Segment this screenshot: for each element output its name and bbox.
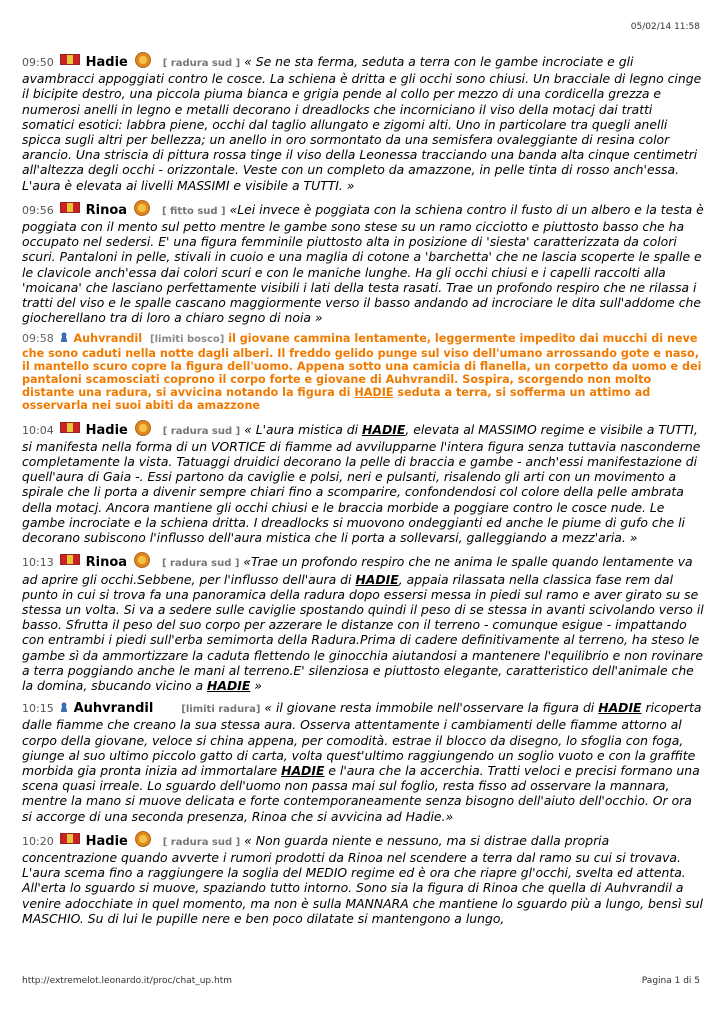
race-flag-icon <box>60 54 80 65</box>
character-mention[interactable]: HADIE <box>598 700 642 716</box>
person-icon <box>60 332 68 342</box>
chat-message-hadie <box>22 831 704 926</box>
message-location: [ fitto sud ] <box>161 205 226 217</box>
message-text: «Lei invece è poggiata con la schiena contro il fusto di un albero e la testa è poggiata con il mento sul petto mentre le gambe sono stese su un ramo cicciotto e piuttosto basso che ha occupato nel sedersi. E' una figura femminile piuttosto alta in posizione di 'siesta' caratterizzata da colori scuri. Pantaloni in pelle, stivali in cuoio e una maglia di cotone a 'barchetta' che ne lascia scoperte le spalle e le clavicole anch'essa dai colori scuri e con le maniche lunghe. Ha gli occhi chiusi e i capelli raccolti alla 'moicana' che lasciano perfettamente visibili i lati della testa rasati. Trae un profondo respiro che ne rilassa i tratti del viso e le spalle cascano maggiormente verso il basso andando ad incrociare le dita sull'addome che giocherellano tra di loro a chiaro segno di noia » <box>22 201 704 326</box>
message-location: [ radura sud ] <box>162 58 241 69</box>
message-text: seduta a terra, si sofferma un attimo ad osservarla nei suoi abiti da amazzone <box>22 386 651 413</box>
character-mention[interactable]: HADIE <box>281 762 325 778</box>
character-name[interactable]: Auhvrandil <box>73 332 143 346</box>
message-text: , appaia rilassata nella classica fase rem dal punto in cui si trova fa una panoramica della radura dopo essersi messa in piedi sul ramo e aver girato su se stessa un volta. Si va a sedere sulle caviglie spostando quindi il peso di se stessa in avanti scivolando verso il basso. Sfrutta il peso del suo corpo per azzerare le distanze con il terreno - comunque esigue - impattando con entrambi i piedi sull'erba semimorta della Radura.Prima di cadere definitivamente al terreno, ha steso le gambe sì da ammortizzare la caduta flettendo le ginocchia aiutandosi a mantenere l'equilibrio e non rovinare a terra poggiando anche le mani al terreno.E' silenziosa e piuttosto elegante, caratteristico dell'animale che la domina, sbucando vicino a <box>22 571 704 693</box>
message-time: 09:50 <box>22 56 54 69</box>
message-text: «Trae un profondo respiro che ne anima le spalle quando lentamente va ad aprire gli occhi.Sebbene, per l'influsso dell'aura di <box>22 554 693 587</box>
character-name[interactable]: Rinoa <box>85 202 128 218</box>
message-location: [limiti bosco] <box>150 334 225 346</box>
message-text: « Se ne sta ferma, seduta a terra con le gambe incrociate e gli avambracci appoggiati contro le cosce. La schiena è dritta e gli occhi sono chiusi. Un bracciale di legno cinge il bicipite destro, una piccola piuma bianca e grigia pende al collo per mezzo di una cordicella grezza e numerosi anelli in legno e metalli decorano i dreadlocks che incorniciano il viso della motacj dai tratti somatici esotici: labbra piene, occhi dal taglio allungato e zigomi alti. Uno in particolare tra quegli anelli spicca sugli altri per bellezza; un anello in oro sormontato da una semisfera ovaleggiante di resina color arancio. Una striscia di pittura rossa tinge il viso della Leonessa tracciando una banda alta cinque centimetri all'altezza degli occhi - orizzontale. Veste con un completo da amazzone, in pelle tinta di rosso anch'essa. L'aura è elevata ai livelli MASSIMI e visibile a TUTTI. » <box>22 54 702 193</box>
aura-flower-icon <box>135 52 151 68</box>
message-time: 09:58 <box>22 332 54 346</box>
character-mention[interactable]: HADIE <box>207 677 251 693</box>
message-location: [ radura sud ] <box>162 425 241 437</box>
aura-flower-icon <box>135 420 151 436</box>
chat-log <box>22 52 704 933</box>
race-flag-icon <box>60 422 80 433</box>
page-url: http://extremelot.leonardo.it/proc/chat_up.htm <box>22 976 233 986</box>
message-text: , elevata al MASSIMO regime e visibile a TUTTI, si manifesta nella forma di un VORTICE di fiamme ad avvilupparne l'intera figura senza tuttavia nasconderne completamente la vista. Tatuaggi druidici decorano la pelle di braccia e gambe - anch'essi manifestazione di quell'aura di Gaia -. Essi partono da caviglie e polsi, neri e pulsanti, risalendo gli arti con un movimento a spirale che li porta a divenir sempre chiari fino a scomparire, confondendosi col colore della pelle ambrata della motacj. Ancora mantiene gli occhi chiusi e le braccia morbide a poggiare contro le cosce nude. Le gambe incrociate e la schiena dritta. I dreadlocks si muovono ondeggianti ed anche le piume di gufo che li decorano subiscono l'influsso dell'aura mistica che li porta a sollevarsi, galleggiando a mezz'aria. » <box>22 421 701 546</box>
character-name[interactable]: Hadie <box>85 833 128 849</box>
race-flag-icon <box>60 554 80 565</box>
message-text: « il giovane resta immobile nell'osservare la figura di <box>264 700 599 716</box>
character-mention[interactable]: HADIE <box>361 421 406 437</box>
message-time: 10:15 <box>22 702 54 716</box>
chat-message-hadie <box>22 420 704 546</box>
person-icon <box>60 702 68 712</box>
race-flag-icon <box>60 202 80 213</box>
character-name[interactable]: Rinoa <box>85 555 128 571</box>
chat-message-hadie <box>22 52 704 193</box>
chat-message-auhvrandil <box>22 700 704 824</box>
message-text: e l'aura che la accerchia. Tratti veloci e precisi formano una scena quasi irreale. Lo sguardo dell'uomo non passa mai sul foglio, resta fisso ad osservare la mannara, mentre la mano si muove delicata e forte contemporaneamente senza bisogno dell'aiuto dell'occhio. Or ora si accorge di una seconda presenza, Rinoa che si avvicina ad Hadie.» <box>22 762 700 824</box>
message-text: il giovane cammina lentamente, leggermente impedito dai mucchi di neve che sono caduti nella notte dagli alberi. Il freddo gelido punge sul viso dell'umano arrossando gote e naso, il mantello scuro copre la figura dell'uomo. Appena sotto una camicia di flanella, un corpetto da uomo e dei pantaloni scamosciati coprono il corpo forte e giovane di Auhvrandil. Sospira, scorgendo non molto distante una radura, si avvicina notando la figura di <box>22 332 702 400</box>
message-time: 10:20 <box>22 834 54 848</box>
chat-message-auhvrandil <box>22 332 704 412</box>
chat-message-rinoa <box>22 200 704 326</box>
message-text: ricoperta dalle fiamme che creano la sua stessa aura. Osserva attentamente i cambiamenti delle fiamme attorno al corpo della giovane, veloce si china appena, per comodità. estrae il blocco da disegno, lo sfoglia con foga, giunge al suo ultimo piccolo gatto di carta, volta quest'ultimo raggiungendo un soglio vuoto e con la graffite morbida gia pronta inizia ad immortalare <box>22 700 702 778</box>
print-footer <box>22 976 700 986</box>
character-mention[interactable]: HADIE <box>354 386 394 400</box>
character-name[interactable]: Hadie <box>85 55 128 70</box>
message-text: » <box>250 677 262 693</box>
message-time: 10:13 <box>22 556 54 570</box>
aura-flower-icon <box>134 200 150 216</box>
message-time: 10:04 <box>22 423 54 437</box>
page-number: Pagina 1 di 5 <box>641 976 700 986</box>
character-name[interactable]: Auhvrandil <box>73 701 154 717</box>
chat-message-rinoa <box>22 552 704 693</box>
message-location: [ radura sud ] <box>162 836 241 848</box>
message-text: « Non guarda niente e nessuno, ma si distrae dalla propria concentrazione quando avverte i rumori prodotti da Rinoa nel scendere a terra dal ramo su cui si trovava. L'aura scema fino a raggiungere la soglia del MEDIO regime ed è ora che riapre gl'occhi, svelta ed attenta. All'erta lo sguardo si muove, spaziando tutto intorno. Sono sia la figura di Rinoa che quella di Auhvrandil a venire adocchiate in quel momento, ma non è sulla MANNARA che mantiene lo sguardo più a lungo, bensì sul MASCHIO. Su di lui le pupille nere e ben poco dilatate si mantengono a lungo, <box>22 832 703 926</box>
message-text: « L'aura mistica di <box>244 421 362 437</box>
character-mention[interactable]: HADIE <box>355 571 399 587</box>
message-location: [limiti radura] <box>181 704 261 716</box>
print-date: 05/02/14 11:58 <box>630 22 700 32</box>
race-flag-icon <box>60 833 80 844</box>
character-name[interactable]: Hadie <box>85 422 128 438</box>
aura-flower-icon <box>135 831 151 847</box>
message-time: 09:56 <box>22 203 54 217</box>
message-location: [ radura sud ] <box>161 558 240 570</box>
aura-flower-icon <box>134 552 150 568</box>
